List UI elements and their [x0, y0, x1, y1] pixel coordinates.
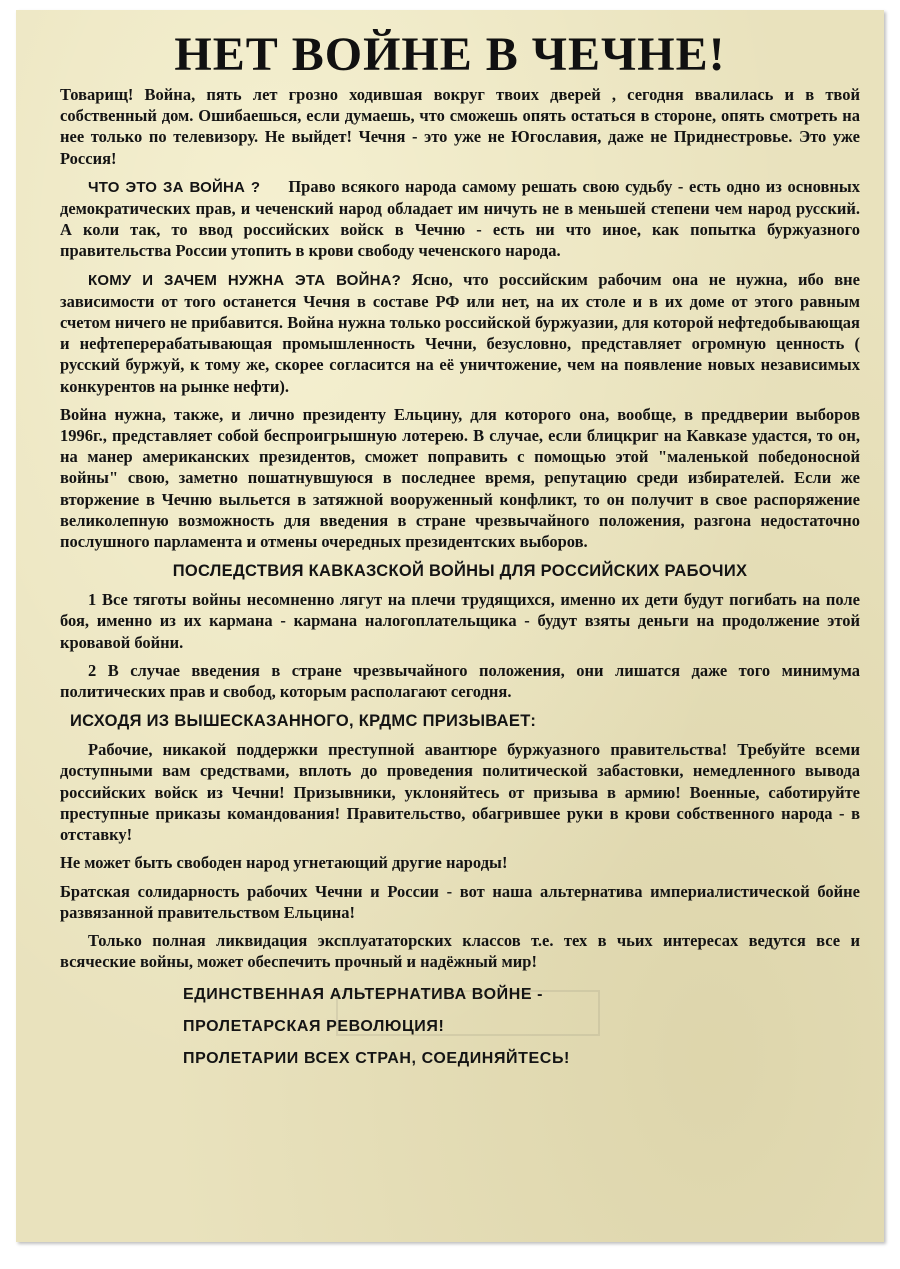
consequences-heading: ПОСЛЕДСТВИЯ КАВКАЗСКОЙ ВОЙНЫ ДЛЯ РОССИЙСКИХ РАБОЧИХ — [172, 562, 748, 581]
closing-slogans — [60, 979, 860, 1075]
leaflet-body — [60, 84, 860, 1075]
intro-paragraph: Товарищ! Война, пять лет грозно ходившая вокруг твоих дверей , сегодня ввалилась и в твой собственный дом. Ошибаешься, если думаешь, что сможешь опять остаться в стороне, опять смотреть на нее только по телевизору. Не выйдет! Чечня - это уже не Югославия, даже не Приднестровье. Это уже Россия! — [60, 85, 860, 168]
what-war-paragraph — [60, 176, 860, 262]
slogan-revolution: ПРОЛЕТАРСКАЯ РЕВОЛЮЦИЯ! — [183, 1018, 445, 1036]
leaflet-sheet — [16, 10, 884, 1242]
appeal-paragraph: Рабочие, никакой поддержки преступной авантюре буржуазного правительства! Требуйте всеми доступными вам средствами, вплоть до проведения политической забастовки, немедленного вывода российских войск из Чечни! Призывники, уклоняйтесь от призыва в армию! Военные, саботируйте преступные приказы командования! Правительство, обагрившее руки в крови собственного народа - в отставку! — [60, 740, 860, 845]
what-war-text: Право всякого народа самому решать свою судьбу - есть одно из основных демократических прав, и чеченский народ обладает им ничуть не в меньшей степени чем народ русский. А коли так, то ввод российских войск в Чечню - есть ни что иное, как попытка буржуазного правительства России утопить в крови свободу чеченского народа. — [60, 176, 861, 261]
who-needs-lead: КОМУ И ЗАЧЕМ НУЖНА ЭТА ВОЙНА? — [88, 271, 402, 289]
solidarity-paragraph: Братская солидарность рабочих Чечни и России - вот наша альтернатива империалистической бойне развязанной правительством Ельцина! — [60, 881, 860, 922]
liquidation-paragraph: Только полная ликвидация эксплуататорских классов т.е. тех в чьих интересах ведутся все и всяческие войны, может обеспечить прочный и надёжный мир! — [60, 930, 860, 972]
consequence-2: 2 В случае введения в стране чрезвычайного положения, они лишатся даже того минимума политических прав и свобод, которым располагают сегодня. — [60, 660, 860, 702]
leaflet-title: НЕТ ВОЙНЕ В ЧЕЧНЕ! — [174, 28, 726, 81]
what-war-lead: ЧТО ЭТО ЗА ВОЙНА ? — [88, 178, 261, 196]
who-needs-text: Ясно, что российским рабочим она не нужна, ибо вне зависимости от того останется Чечня в составе РФ или нет, на их столе и в их доме от этого равным счетом ничего не прибавится. Война нужна только российской буржуазии, для которой нефтедобывающая и нефтеперерабатывающая промышленность Чечни, безусловно, представляет огромную ценность ( русский буржуй, к тому же, скорее согласится на её уничтожение, чем на появление новых независимых конкурентов на рынке нефти). — [60, 269, 861, 396]
consequence-1: 1 Все тяготы войны несомненно лягут на плечи трудящихся, именно их дети будут погибать на поле боя, именно из их кармана - кармана налогоплательщика - будут взяты деньги на продолжение этой кровавой бойни. — [60, 590, 860, 652]
yeltsin-paragraph: Война нужна, также, и лично президенту Ельцину, для которого она, вообще, в преддверии выборов 1996г., представляет собой беспроигрышную лотерею. В случае, если блицкриг на Кавказе удастся, то он, на манер американских президентов, сможет поправить с помощью этой "маленькой победоносной войны" свою, заметно пошатнувшуюся в последнее время, репутацию среди избирателей. Если же вторжение в Чечню выльется в затяжной вооруженный конфликт, то он получит в свое распоряжение великолепную возможность для введения в стране чрезвычайного положения, разгона недостаточно послушного парламента и отмены очередных президентских выборов. — [60, 404, 860, 552]
slogan-unite: ПРОЛЕТАРИИ ВСЕХ СТРАН, СОЕДИНЯЙТЕСЬ! — [183, 1050, 570, 1068]
not-free-line: Не может быть свободен народ угнетающий другие народы! — [60, 853, 508, 873]
calls-heading: ИСХОДЯ ИЗ ВЫШЕСКАЗАННОГО, КРДМС ПРИЗЫВАЕТ: — [70, 712, 537, 731]
slogan-alternative: ЕДИНСТВЕННАЯ АЛЬТЕРНАТИВА ВОЙНЕ - — [183, 986, 544, 1004]
who-needs-paragraph — [60, 269, 860, 397]
